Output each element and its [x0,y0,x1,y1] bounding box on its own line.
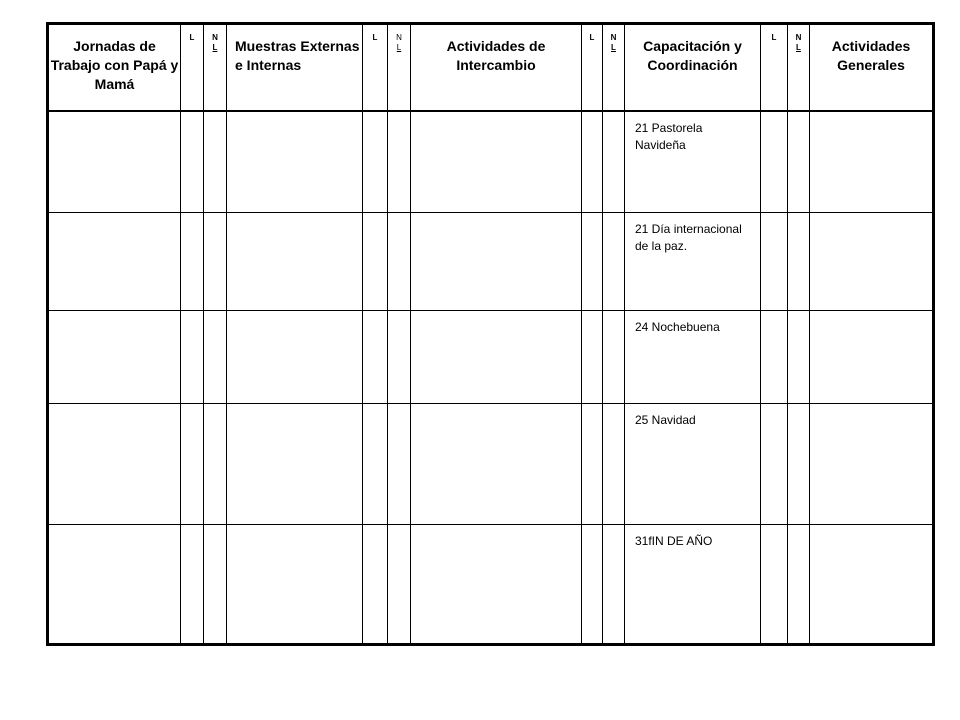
header-l-3: L [582,24,603,111]
table-row [48,525,934,645]
capacitacion-cell: 24 Nochebuena [625,311,761,404]
capacitacion-cell: 21 Pastorela Navideña [625,111,761,213]
header-nl-3: N L [603,24,625,111]
table-row [48,213,934,311]
header-actividades-intercambio: Actividades de Intercambio [411,24,582,111]
header-jornadas: Jornadas de Trabajo con Papá y Mamá [48,24,181,111]
header-l-4: L [761,24,788,111]
header-l-2: L [363,24,388,111]
header-nl-2: N L [388,24,411,111]
table-row [48,311,934,404]
header-actividades-generales: Actividades Generales [810,24,934,111]
capacitacion-cell: 21 Día internacional de la paz. [625,213,761,311]
table-row [48,111,934,213]
header-l-1: L [181,24,204,111]
header-row [48,24,934,111]
header-capacitacion: Capacitación y Coordinación [625,24,761,111]
header-nl-4: N L [788,24,810,111]
capacitacion-cell: 25 Navidad [625,404,761,525]
schedule-table [46,22,935,646]
table-row [48,404,934,525]
header-muestras: Muestras Externas e Internas [227,24,363,111]
header-nl-1: N L [204,24,227,111]
capacitacion-cell: 31fIN DE AÑO [625,525,761,645]
